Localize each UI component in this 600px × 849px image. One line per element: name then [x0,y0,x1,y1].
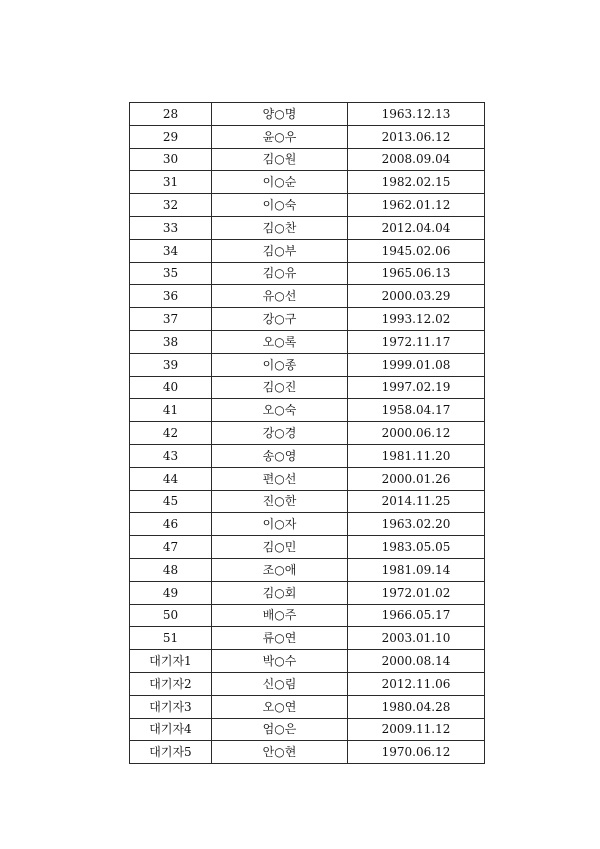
row-number-cell: 31 [130,171,212,194]
table-row [130,695,485,718]
table-row [130,125,485,148]
name-cell: 이○숙 [212,194,348,217]
birthdate-cell: 2013.06.12 [348,125,485,148]
row-number-cell: 46 [130,513,212,536]
name-cell: 류○연 [212,627,348,650]
name-cell: 김○민 [212,536,348,559]
birthdate-cell: 2000.01.26 [348,467,485,490]
row-number-cell: 대기자1 [130,650,212,673]
row-number-cell: 38 [130,330,212,353]
birthdate-cell: 1966.05.17 [348,604,485,627]
row-number-cell: 대기자3 [130,695,212,718]
birthdate-cell: 1945.02.06 [348,239,485,262]
table-row [130,741,485,764]
name-cell: 유○선 [212,285,348,308]
name-cell: 송○영 [212,444,348,467]
row-number-cell: 48 [130,558,212,581]
name-cell: 편○선 [212,467,348,490]
table-row [130,148,485,171]
table-row [130,330,485,353]
table-row [130,422,485,445]
row-number-cell: 대기자2 [130,672,212,695]
table-row [130,376,485,399]
name-cell: 오○숙 [212,399,348,422]
table-row [130,444,485,467]
birthdate-cell: 1958.04.17 [348,399,485,422]
name-cell: 윤○우 [212,125,348,148]
table-row [130,718,485,741]
row-number-cell: 43 [130,444,212,467]
table-row [130,536,485,559]
row-number-cell: 45 [130,490,212,513]
birthdate-cell: 2012.04.04 [348,216,485,239]
birthdate-cell: 1980.04.28 [348,695,485,718]
row-number-cell: 35 [130,262,212,285]
birthdate-cell: 1962.01.12 [348,194,485,217]
name-cell: 박○수 [212,650,348,673]
name-cell: 배○주 [212,604,348,627]
table-row [130,262,485,285]
row-number-cell: 47 [130,536,212,559]
row-number-cell: 50 [130,604,212,627]
name-cell: 이○자 [212,513,348,536]
table-row [130,581,485,604]
row-number-cell: 28 [130,103,212,126]
table-row [130,239,485,262]
table-row [130,604,485,627]
name-cell: 김○진 [212,376,348,399]
birthdate-cell: 2000.06.12 [348,422,485,445]
row-number-cell: 40 [130,376,212,399]
row-number-cell: 36 [130,285,212,308]
table-row [130,103,485,126]
name-cell: 김○찬 [212,216,348,239]
birthdate-cell: 1970.06.12 [348,741,485,764]
table-row [130,490,485,513]
table-row [130,627,485,650]
row-number-cell: 34 [130,239,212,262]
row-number-cell: 42 [130,422,212,445]
birthdate-cell: 1965.06.13 [348,262,485,285]
row-number-cell: 41 [130,399,212,422]
birthdate-cell: 1972.11.17 [348,330,485,353]
birthdate-cell: 1963.12.13 [348,103,485,126]
roster-table [129,102,485,764]
row-number-cell: 29 [130,125,212,148]
table-row [130,194,485,217]
name-cell: 이○순 [212,171,348,194]
row-number-cell: 37 [130,308,212,331]
row-number-cell: 대기자5 [130,741,212,764]
table-row [130,467,485,490]
row-number-cell: 대기자4 [130,718,212,741]
name-cell: 강○경 [212,422,348,445]
name-cell: 김○회 [212,581,348,604]
table-row [130,308,485,331]
birthdate-cell: 2000.08.14 [348,650,485,673]
table-row [130,216,485,239]
table-row [130,672,485,695]
birthdate-cell: 2009.11.12 [348,718,485,741]
table-row [130,399,485,422]
table-row [130,558,485,581]
name-cell: 강○구 [212,308,348,331]
birthdate-cell: 1997.02.19 [348,376,485,399]
birthdate-cell: 2012.11.06 [348,672,485,695]
name-cell: 오○록 [212,330,348,353]
table-row [130,650,485,673]
birthdate-cell: 2000.03.29 [348,285,485,308]
table-row [130,353,485,376]
birthdate-cell: 2003.01.10 [348,627,485,650]
birthdate-cell: 1993.12.02 [348,308,485,331]
row-number-cell: 32 [130,194,212,217]
name-cell: 신○림 [212,672,348,695]
birthdate-cell: 1963.02.20 [348,513,485,536]
birthdate-cell: 1982.02.15 [348,171,485,194]
birthdate-cell: 1981.09.14 [348,558,485,581]
table-row [130,513,485,536]
birthdate-cell: 2008.09.04 [348,148,485,171]
row-number-cell: 49 [130,581,212,604]
row-number-cell: 30 [130,148,212,171]
name-cell: 엄○은 [212,718,348,741]
birthdate-cell: 2014.11.25 [348,490,485,513]
name-cell: 양○명 [212,103,348,126]
table-row [130,171,485,194]
name-cell: 김○원 [212,148,348,171]
birthdate-cell: 1983.05.05 [348,536,485,559]
name-cell: 김○유 [212,262,348,285]
birthdate-cell: 1981.11.20 [348,444,485,467]
birthdate-cell: 1972.01.02 [348,581,485,604]
name-cell: 김○부 [212,239,348,262]
roster-table-body [130,103,485,764]
name-cell: 조○애 [212,558,348,581]
row-number-cell: 39 [130,353,212,376]
table-row [130,285,485,308]
name-cell: 안○현 [212,741,348,764]
row-number-cell: 51 [130,627,212,650]
row-number-cell: 33 [130,216,212,239]
birthdate-cell: 1999.01.08 [348,353,485,376]
row-number-cell: 44 [130,467,212,490]
name-cell: 오○연 [212,695,348,718]
name-cell: 이○종 [212,353,348,376]
name-cell: 진○한 [212,490,348,513]
